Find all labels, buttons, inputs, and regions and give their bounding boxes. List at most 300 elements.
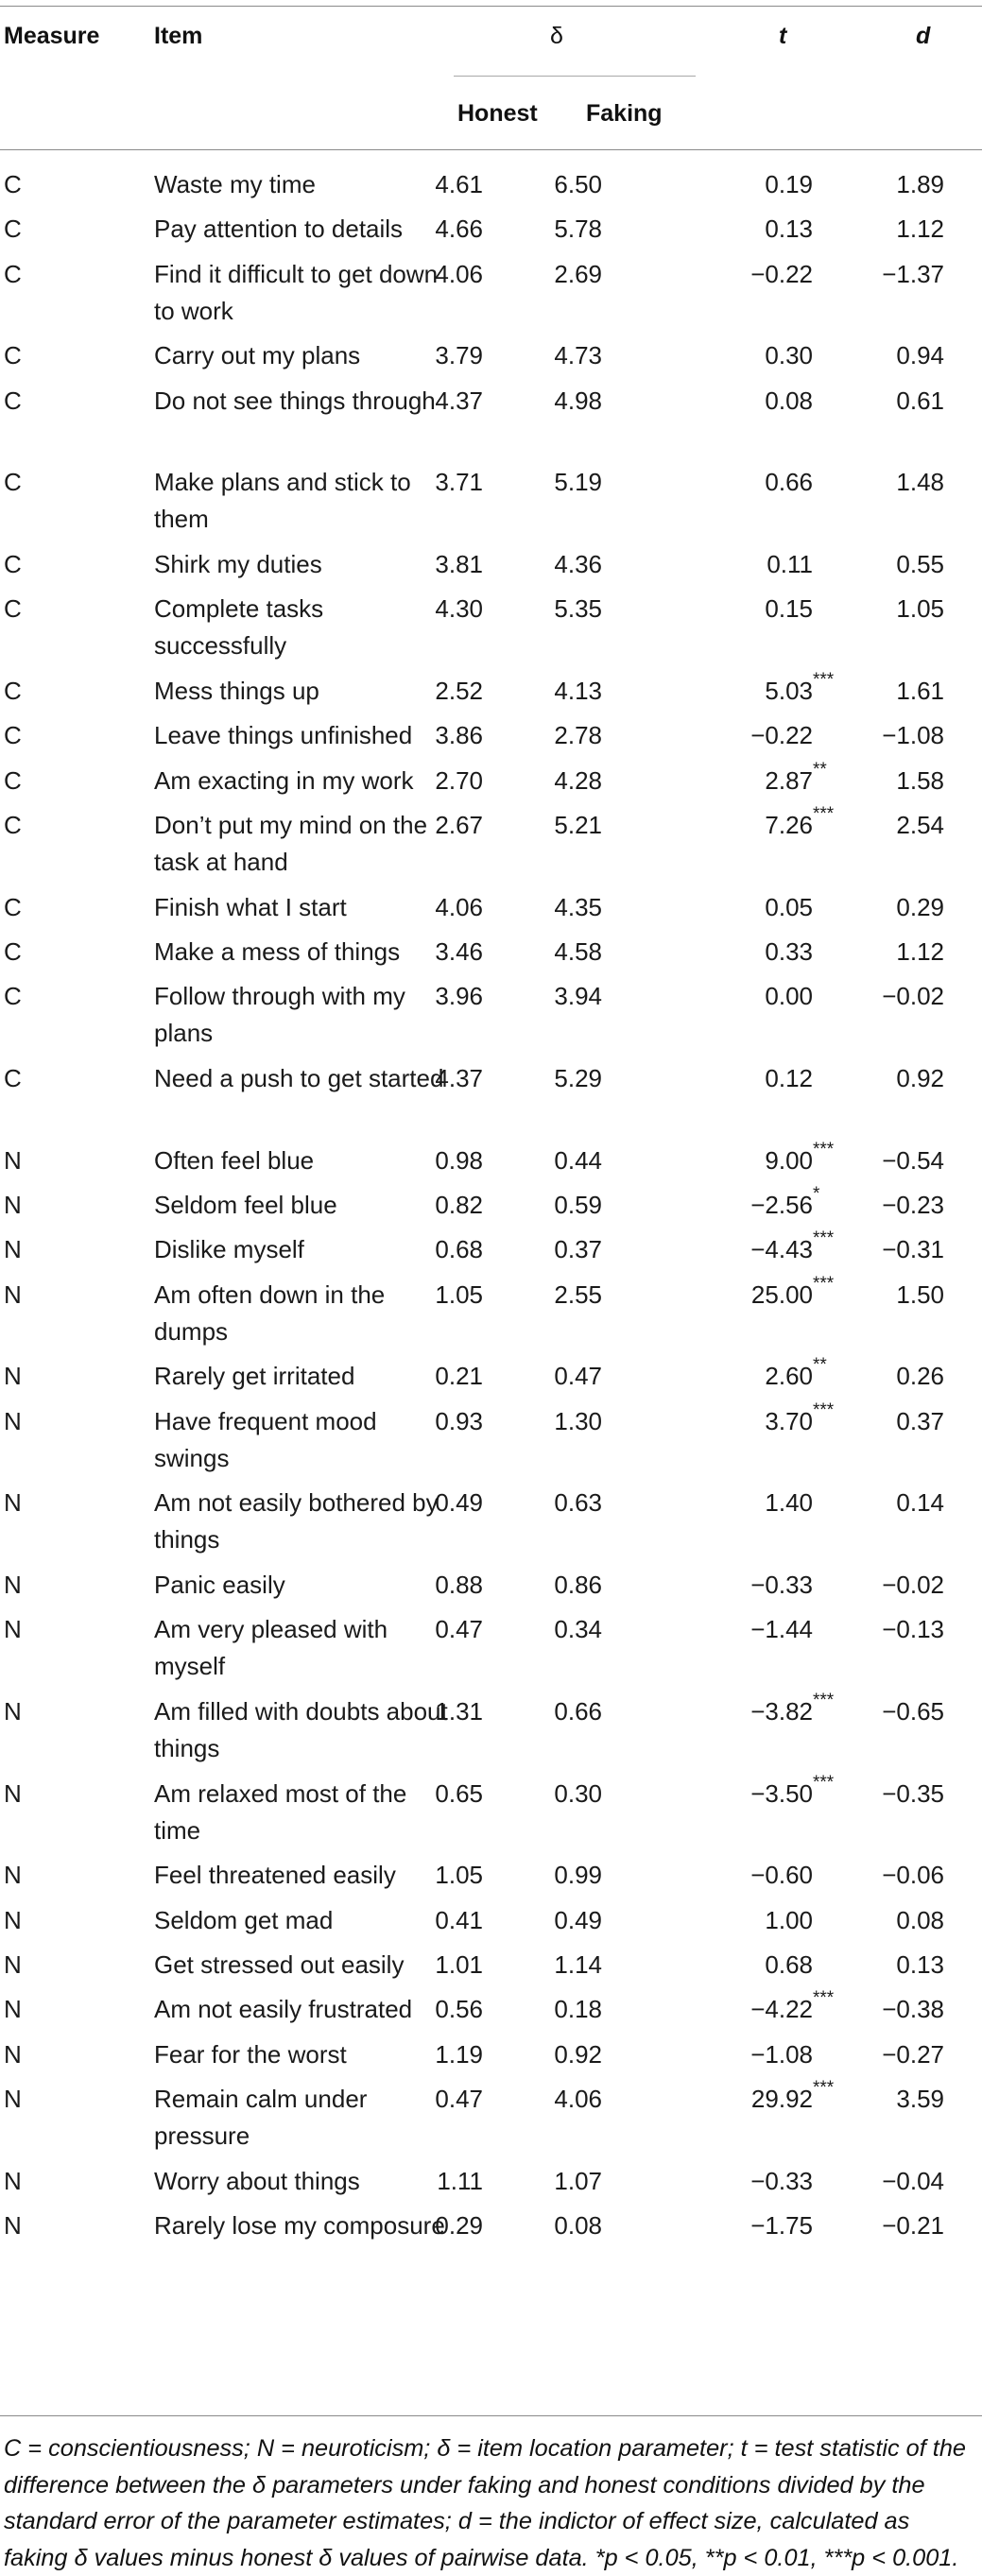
table-row — [0, 705, 982, 749]
d-cell: −0.38 — [882, 1995, 944, 2024]
t-cell — [750, 1691, 835, 1730]
t-value: 1.40 — [765, 1488, 813, 1518]
honest-cell: 4.66 — [435, 215, 483, 244]
item-cell: Find it difficult to get down to work — [154, 259, 439, 325]
t-cell — [765, 934, 813, 970]
d-cell: −0.21 — [882, 2211, 944, 2241]
table-row — [0, 795, 982, 877]
t-cell — [750, 717, 813, 754]
honest-cell: 1.05 — [435, 1279, 483, 1309]
significance-marker: *** — [813, 669, 835, 690]
honest-cell: 1.11 — [437, 2166, 483, 2195]
honest-cell: 0.98 — [435, 1145, 483, 1175]
measure-cell: C — [4, 676, 22, 705]
table-row — [0, 1264, 982, 1347]
honest-cell: 0.49 — [435, 1488, 483, 1518]
table-row — [0, 154, 982, 198]
t-value: −0.22 — [750, 721, 813, 750]
table-body — [0, 154, 982, 2277]
measure-cell: N — [4, 2039, 22, 2069]
item-cell: Remain calm under pressure — [154, 2085, 368, 2151]
t-cell — [765, 669, 835, 710]
item-cell: Have frequent mood swings — [154, 1406, 377, 1472]
t-value: −3.50 — [750, 1778, 813, 1808]
item-cell: Mess things up — [154, 676, 319, 705]
item-cell: Rarely get irritated — [154, 1362, 355, 1391]
faking-cell: 0.47 — [554, 1362, 602, 1391]
item-cell: Worry about things — [154, 2166, 360, 2195]
table-row — [0, 2024, 982, 2069]
item-cell: Am very pleased with myself — [154, 1615, 388, 1681]
d-cell: 1.48 — [896, 468, 944, 497]
honest-cell: 0.29 — [435, 2211, 483, 2241]
faking-cell: 2.78 — [554, 721, 602, 750]
t-value: −0.60 — [750, 1861, 813, 1890]
faking-cell: 0.86 — [554, 1571, 602, 1600]
honest-cell: 3.96 — [435, 982, 483, 1011]
d-cell: 0.61 — [896, 386, 944, 415]
table-row — [0, 1599, 982, 1681]
faking-cell: 0.37 — [554, 1235, 602, 1264]
honest-cell: 0.93 — [435, 1406, 483, 1435]
significance-marker: * — [813, 1184, 820, 1205]
honest-cell: 2.52 — [435, 676, 483, 705]
t-value: 0.33 — [765, 937, 813, 967]
t-cell — [750, 1567, 813, 1604]
item-cell: Don’t put my mind on the task at hand — [154, 811, 428, 877]
t-value: 0.66 — [765, 468, 813, 497]
item-cell: Finish what I start — [154, 892, 347, 921]
significance-marker: *** — [813, 1772, 835, 1793]
item-cell: Feel threatened easily — [154, 1861, 396, 1890]
item-cell: Often feel blue — [154, 1145, 315, 1175]
item-cell: Do not see things through — [154, 386, 436, 415]
faking-cell: 1.30 — [554, 1406, 602, 1435]
honest-cell: 0.82 — [435, 1191, 483, 1220]
honest-cell: 4.30 — [435, 594, 483, 624]
faking-cell: 0.34 — [554, 1615, 602, 1644]
measure-cell: N — [4, 1615, 22, 1644]
honest-cell: 2.67 — [435, 811, 483, 840]
t-value: 9.00 — [765, 1145, 813, 1175]
measure-cell: C — [4, 341, 22, 370]
t-value: −3.82 — [750, 1697, 813, 1726]
header-honest: Honest — [457, 100, 538, 127]
item-cell: Need a push to get started — [154, 1064, 444, 1093]
t-cell — [765, 383, 813, 420]
table-row — [0, 1979, 982, 2023]
measure-cell: C — [4, 170, 22, 198]
d-cell: 0.26 — [896, 1362, 944, 1391]
table-row — [0, 1845, 982, 1889]
d-cell: −1.08 — [882, 721, 944, 750]
faking-cell: 4.13 — [554, 676, 602, 705]
t-value: 5.03 — [765, 676, 813, 705]
honest-cell: 4.37 — [435, 1064, 483, 1093]
honest-cell: 3.79 — [435, 341, 483, 370]
t-value: 0.08 — [765, 386, 813, 415]
faking-cell: 0.08 — [554, 2211, 602, 2241]
faking-cell: 4.28 — [554, 765, 602, 795]
table-row — [0, 325, 982, 369]
item-cell: Am not easily frustrated — [154, 1995, 413, 2024]
table-row — [0, 1934, 982, 1979]
table-row — [0, 244, 982, 326]
item-cell: Make a mess of things — [154, 937, 401, 967]
measure-cell: C — [4, 721, 22, 750]
measure-cell: N — [4, 1279, 22, 1309]
table-row — [0, 452, 982, 534]
t-cell — [765, 591, 813, 627]
faking-cell: 0.30 — [554, 1778, 602, 1808]
t-value: 25.00 — [750, 1279, 813, 1309]
honest-cell: 0.65 — [435, 1778, 483, 1808]
t-cell — [750, 256, 813, 293]
d-cell: 3.59 — [896, 2085, 944, 2114]
t-value: 0.15 — [765, 594, 813, 624]
table-row — [0, 578, 982, 661]
measure-cell: C — [4, 937, 22, 967]
significance-marker: ** — [813, 1355, 827, 1376]
faking-cell: 2.69 — [554, 259, 602, 288]
header-t: t — [779, 23, 787, 49]
faking-cell: 2.55 — [554, 1279, 602, 1309]
d-cell: 1.50 — [896, 1279, 944, 1309]
item-cell: Am exacting in my work — [154, 765, 414, 795]
t-cell — [750, 2036, 813, 2073]
measure-cell: N — [4, 1235, 22, 1264]
measure-cell: N — [4, 1995, 22, 2024]
measure-cell: N — [4, 2166, 22, 2195]
item-cell: Am not easily bothered by things — [154, 1488, 439, 1554]
faking-cell: 0.92 — [554, 2039, 602, 2069]
table-row — [0, 2195, 982, 2277]
d-cell: −0.23 — [882, 1191, 944, 1220]
table-row — [0, 661, 982, 705]
t-cell — [765, 1947, 813, 1984]
faking-cell: 6.50 — [554, 170, 602, 198]
d-cell: −0.54 — [882, 1145, 944, 1175]
d-cell: −0.35 — [882, 1778, 944, 1808]
honest-cell: 3.86 — [435, 721, 483, 750]
honest-cell: 0.47 — [435, 1615, 483, 1644]
honest-cell: 0.68 — [435, 1235, 483, 1264]
item-cell: Shirk my duties — [154, 549, 322, 578]
d-cell: −1.37 — [882, 259, 944, 288]
d-cell: 0.55 — [896, 549, 944, 578]
t-cell — [765, 978, 813, 1015]
faking-cell: 4.06 — [554, 2085, 602, 2114]
t-cell — [765, 211, 813, 248]
t-cell — [750, 1184, 820, 1224]
honest-cell: 1.31 — [435, 1697, 483, 1726]
d-cell: 0.94 — [896, 341, 944, 370]
table-row — [0, 1890, 982, 1934]
honest-cell: 0.56 — [435, 1995, 483, 2024]
t-value: 0.11 — [767, 549, 813, 578]
table-row — [0, 966, 982, 1048]
measure-cell: N — [4, 1571, 22, 1600]
d-cell: 1.12 — [896, 937, 944, 967]
table-row — [0, 1391, 982, 1473]
d-cell: 1.89 — [896, 170, 944, 198]
t-cell — [750, 1857, 813, 1894]
t-value: 3.70 — [765, 1406, 813, 1435]
t-cell — [765, 889, 813, 926]
d-cell: −0.06 — [882, 1861, 944, 1890]
t-value: −1.44 — [750, 1615, 813, 1644]
measure-cell: C — [4, 549, 22, 578]
measure-cell: C — [4, 468, 22, 497]
table-row — [0, 750, 982, 795]
t-cell — [767, 546, 813, 583]
faking-cell: 1.07 — [554, 2166, 602, 2195]
t-cell — [750, 2207, 813, 2244]
t-value: 0.12 — [765, 1064, 813, 1093]
faking-cell: 5.35 — [554, 594, 602, 624]
t-value: −0.33 — [750, 1571, 813, 1600]
faking-cell: 0.18 — [554, 1995, 602, 2024]
measure-cell: C — [4, 594, 22, 624]
measure-cell: N — [4, 1191, 22, 1220]
measure-cell: N — [4, 1861, 22, 1890]
t-cell — [765, 804, 835, 844]
item-cell: Dislike myself — [154, 1235, 304, 1264]
measure-cell: C — [4, 982, 22, 1011]
table-row — [0, 2151, 982, 2195]
t-cell — [765, 337, 813, 374]
table-row — [0, 1554, 982, 1599]
measure-cell: N — [4, 2085, 22, 2114]
t-cell — [765, 464, 813, 501]
measure-cell: N — [4, 1362, 22, 1391]
header-bottom-rule — [0, 149, 982, 150]
t-value: 2.60 — [765, 1362, 813, 1391]
item-cell: Am relaxed most of the time — [154, 1778, 407, 1845]
t-cell — [750, 1611, 813, 1648]
faking-cell: 5.29 — [554, 1064, 602, 1093]
measure-cell: N — [4, 1949, 22, 1979]
faking-cell: 1.14 — [554, 1949, 602, 1979]
d-cell: −0.04 — [882, 2166, 944, 2195]
t-cell — [750, 1228, 835, 1268]
measure-cell: C — [4, 811, 22, 840]
t-value: −4.22 — [750, 1995, 813, 2024]
measure-cell: N — [4, 1145, 22, 1175]
d-cell: 0.14 — [896, 1488, 944, 1518]
d-cell: −0.27 — [882, 2039, 944, 2069]
significance-marker: *** — [813, 1228, 835, 1249]
table-row — [0, 2069, 982, 2151]
d-cell: 0.08 — [896, 1905, 944, 1934]
t-value: 0.68 — [765, 1949, 813, 1979]
measure-cell: N — [4, 1488, 22, 1518]
t-value: 1.00 — [765, 1905, 813, 1934]
t-value: 29.92 — [750, 2085, 813, 2114]
d-cell: 2.54 — [896, 811, 944, 840]
t-value: 0.05 — [765, 892, 813, 921]
table-row — [0, 1175, 982, 1219]
measure-cell: C — [4, 259, 22, 288]
t-cell — [765, 1485, 813, 1521]
table-top-rule — [0, 6, 982, 7]
header-d: d — [916, 23, 931, 49]
d-cell: −0.13 — [882, 1615, 944, 1644]
measure-cell: C — [4, 765, 22, 795]
measure-cell: C — [4, 215, 22, 244]
d-cell: −0.02 — [882, 1571, 944, 1600]
item-cell: Follow through with my plans — [154, 982, 405, 1048]
table-row — [0, 877, 982, 921]
item-cell: Complete tasks successfully — [154, 594, 324, 661]
header-delta: δ — [550, 23, 563, 49]
t-cell — [765, 1355, 827, 1395]
measure-cell: N — [4, 1905, 22, 1934]
measure-cell: N — [4, 1697, 22, 1726]
t-value: 7.26 — [765, 811, 813, 840]
honest-cell: 2.70 — [435, 765, 483, 795]
honest-cell: 0.41 — [435, 1905, 483, 1934]
faking-cell: 0.59 — [554, 1191, 602, 1220]
honest-cell: 1.01 — [435, 1949, 483, 1979]
faking-cell: 4.58 — [554, 937, 602, 967]
faking-cell: 0.66 — [554, 1697, 602, 1726]
table-row — [0, 1681, 982, 1763]
significance-marker: *** — [813, 1400, 835, 1420]
honest-cell: 0.21 — [435, 1362, 483, 1391]
d-cell: 0.13 — [896, 1949, 944, 1979]
measure-cell: C — [4, 892, 22, 921]
t-value: −2.56 — [750, 1191, 813, 1220]
faking-cell: 3.94 — [554, 982, 602, 1011]
d-cell: 0.37 — [896, 1406, 944, 1435]
t-cell — [750, 2163, 813, 2200]
faking-cell: 0.63 — [554, 1488, 602, 1518]
item-cell: Waste my time — [154, 170, 316, 198]
t-value: 0.00 — [765, 982, 813, 1011]
honest-cell: 4.61 — [435, 170, 483, 198]
t-value: 0.30 — [765, 341, 813, 370]
t-cell — [750, 1273, 835, 1314]
t-value: 2.87 — [765, 765, 813, 795]
table-row — [0, 1219, 982, 1263]
faking-cell: 4.98 — [554, 386, 602, 415]
faking-cell: 4.73 — [554, 341, 602, 370]
item-cell: Make plans and stick to them — [154, 468, 411, 534]
d-cell: 1.05 — [896, 594, 944, 624]
t-cell — [765, 1139, 835, 1179]
honest-cell: 0.88 — [435, 1571, 483, 1600]
significance-marker: *** — [813, 804, 835, 825]
honest-cell: 4.06 — [435, 892, 483, 921]
header-item: Item — [154, 23, 203, 49]
honest-cell: 4.37 — [435, 386, 483, 415]
d-cell: −0.02 — [882, 982, 944, 1011]
item-cell: Rarely lose my composure — [154, 2211, 445, 2241]
table-row — [0, 1130, 982, 1175]
item-cell: Am filled with doubts about things — [154, 1697, 448, 1762]
measure-cell: C — [4, 1064, 22, 1093]
t-value: −1.75 — [750, 2211, 813, 2241]
honest-cell: 3.81 — [435, 549, 483, 578]
faking-cell: 0.44 — [554, 1145, 602, 1175]
faking-cell: 0.49 — [554, 1905, 602, 1934]
table-row — [0, 1763, 982, 1846]
t-cell — [750, 1772, 835, 1812]
d-cell: 1.12 — [896, 215, 944, 244]
item-cell: Carry out my plans — [154, 341, 361, 370]
table-row — [0, 534, 982, 578]
significance-marker: *** — [813, 1273, 835, 1294]
honest-cell: 4.06 — [435, 259, 483, 288]
t-cell — [765, 1400, 835, 1440]
t-cell — [765, 1060, 813, 1097]
table-row — [0, 1472, 982, 1554]
honest-cell: 1.05 — [435, 1861, 483, 1890]
measure-cell: C — [4, 386, 22, 415]
honest-cell: 1.19 — [435, 2039, 483, 2069]
table-row — [0, 1048, 982, 1130]
faking-cell: 5.78 — [554, 215, 602, 244]
faking-cell: 0.99 — [554, 1861, 602, 1890]
d-cell: 0.29 — [896, 892, 944, 921]
table-row — [0, 921, 982, 966]
header-measure: Measure — [4, 23, 100, 49]
footnote-text: C = conscientiousness; N = neuroticism; δ = item location parameter; t = test statistic of the difference between the δ parameters under faking and honest conditions divided by the standard error of the parameter estimates; d = the indictor of effect size, calculated as faking δ values minus honest δ values of pairwise data. *p < 0.05, **p < 0.01, ***p < 0.001. — [4, 2435, 966, 2571]
significance-marker: ** — [813, 759, 827, 780]
measure-cell: N — [4, 1778, 22, 1808]
faking-cell: 4.36 — [554, 549, 602, 578]
honest-cell: 3.71 — [435, 468, 483, 497]
item-cell: Am often down in the dumps — [154, 1279, 386, 1346]
t-value: −0.33 — [750, 2166, 813, 2195]
item-cell: Get stressed out easily — [154, 1949, 405, 1979]
table-row — [0, 370, 982, 453]
honest-cell: 0.47 — [435, 2085, 483, 2114]
d-cell: 0.92 — [896, 1064, 944, 1093]
item-cell: Panic easily — [154, 1571, 285, 1600]
d-cell: 1.61 — [896, 676, 944, 705]
t-cell — [765, 166, 813, 203]
t-cell — [765, 759, 827, 799]
header-faking: Faking — [586, 100, 663, 127]
t-cell — [750, 1988, 835, 2028]
table-row — [0, 198, 982, 243]
faking-cell: 4.35 — [554, 892, 602, 921]
item-cell: Pay attention to details — [154, 215, 404, 244]
t-cell — [765, 1902, 813, 1939]
significance-marker: *** — [813, 1988, 835, 2009]
table-row — [0, 1346, 982, 1390]
table-bottom-rule — [0, 2415, 982, 2416]
significance-marker: *** — [813, 1691, 835, 1710]
item-cell: Seldom feel blue — [154, 1191, 337, 1220]
item-cell: Seldom get mad — [154, 1905, 334, 1934]
significance-marker: *** — [813, 2078, 835, 2099]
t-value: 0.19 — [765, 170, 813, 198]
d-cell: −0.31 — [882, 1235, 944, 1264]
t-value: −4.43 — [750, 1235, 813, 1264]
item-cell: Fear for the worst — [154, 2039, 347, 2069]
significance-marker: *** — [813, 1139, 835, 1159]
t-value: −0.22 — [750, 259, 813, 288]
honest-cell: 3.46 — [435, 937, 483, 967]
delta-group-rule — [454, 76, 696, 77]
t-value: −1.08 — [750, 2039, 813, 2069]
d-cell: −0.65 — [882, 1697, 944, 1726]
measure-cell: N — [4, 2211, 22, 2241]
measure-cell: N — [4, 1406, 22, 1435]
